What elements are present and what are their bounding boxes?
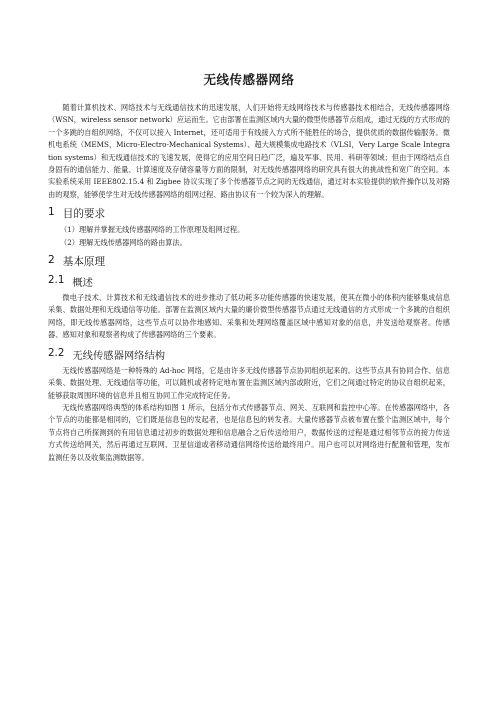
structure-paragraph-2: 无线传感器网络典型的体系结构如图 1 所示，包括分布式传感器节点、网关、互联网和监控中心等。在传感器网络中，各个节点的功能都是相同的，它们既是信息包的发起者，也是信息包的转发者。大量传感器节点被布置在整个监测区域中，每个节点将自己所探测到的有用信息通过初步的数据处理和信息融合之后传送给用户，数据传送的过程是通过相邻节点的接力传送方式传送给网关，然后再通过互联网、卫星信道或者移动通信网络传送给最终用户。用户也可以对网络进行配置和管理，发布监测任务以及收集监测数据等。 [48, 402, 450, 462]
overview-paragraph: 微电子技术、计算技术和无线通信技术的进步推动了低功耗多功能传感器的快速发展，使其在微小的体积内能够集成信息采集、数据处理和无线通信等功能。部署在监测区域内大量的廉价微型传感器节点通过无线通信的方式形成一个多跳的自组织网络，即无线传感器网络，这些节点可以协作地感知、采集和处理网络覆盖区域中感知对象的信息，并发送给观察者。传感器、感知对象和观察者构成了传感器网络的三个要素。 [48, 293, 450, 340]
section-heading-1 [48, 206, 450, 221]
subsection-title: 概述 [72, 277, 93, 290]
requirements-list [48, 224, 450, 249]
subsection-number: 2.1 [48, 274, 65, 287]
intro-paragraph: 随着计算机技术、网络技术与无线通信技术的迅速发展，人们开始将无线网络技术与传感器技术相结合，无线传感器网络（WSN，wireless sensor network）应运而生。它由部署在监测区域内大量的微型传感器节点组成，通过无线的方式形成的一个多跳的自组织网络，不仅可以接入 Internet，还可适用于有线接入方式所不能胜任的场合，提供优质的数据传输服务。微机电系统（MEMS，Micro-Electro-Mechanical Systems）、超大规模集成电路技术（VLSI，Very Large Scale Integration systems）和无线通信技术的飞速发展，使得它的应用空间日趋广泛，遍及军事、民用、科研等领域；但由于网络结点自身固有的通信能力、能量、计算速度及存储容量等方面的限制，对无线传感器网络的研究具有很大的挑战性和宽广的空间。本实验系统采用 IEEE802.15.4 和 Zigbee 协议实现了多个传感器节点之间的无线通信，通过对本实验提供的软件操作以及对路由的观察，能够使学生对无线传感器网络的组网过程、路由协议有一个较为深入的理解。 [48, 103, 450, 199]
structure-paragraph-1: 无线传感器网络是一种特殊的 Ad-hoc 网络，它是由许多无线传感器节点协同组织起来的。这些节点具有协同合作、信息采集、数据处理、无线通信等功能，可以随机或者特定地布置在监测区域内部或附近，它们之间通过特定的协议自组织起来，能够获取周围环境的信息并且相互协同工作完成特定任务。 [48, 365, 450, 400]
list-item: （2）理解无线传感器网络的路由算法。 [60, 237, 187, 247]
list-item: （1）理解并掌握无线传感器网络的工作原理及组网过程。 [60, 225, 245, 235]
subsection-number: 2.2 [48, 346, 65, 359]
subsection-heading-2-1 [48, 274, 450, 289]
document-title: 无线传感器网络 [203, 72, 295, 87]
section-number: 2 [48, 254, 55, 267]
subsection-heading-2-2 [48, 347, 450, 362]
section-number: 1 [48, 206, 55, 219]
section-title: 基本原理 [62, 256, 106, 269]
section-title: 目的要求 [62, 208, 106, 221]
section-heading-2 [48, 254, 450, 269]
subsection-title: 无线传感器网络结构 [72, 349, 166, 362]
